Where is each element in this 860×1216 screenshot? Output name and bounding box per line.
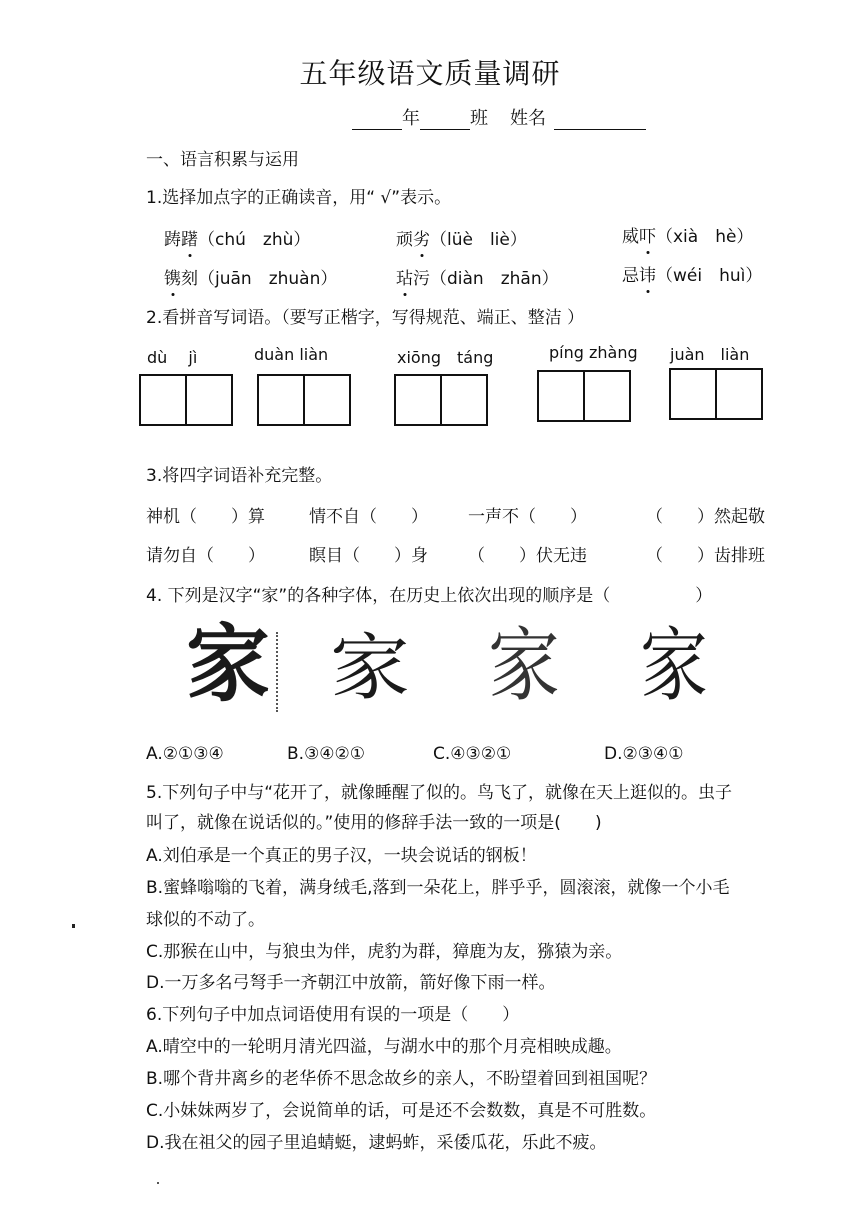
glyph-jiaguwen: 家 — [488, 619, 560, 712]
pinyin-3: xiōng táng — [397, 348, 494, 367]
glyph-lishu: 家 — [330, 625, 410, 710]
q1-stem: 1.选择加点字的正确读音，用“ √”表示。 — [146, 188, 452, 208]
pinyin-4: píng zhàng — [549, 343, 638, 362]
q1-reading: （lüè liè） — [430, 230, 527, 250]
section-heading: 一、语言积累与运用 — [146, 150, 299, 170]
name-blank[interactable] — [554, 111, 646, 130]
writing-grid-4[interactable] — [537, 370, 631, 422]
writing-grid-1[interactable] — [139, 374, 233, 426]
q2-stem: 2.看拼音写词语。（要写正楷字，写得规范、端正、整洁 ） — [146, 308, 585, 328]
q1-word: 镌刻 — [164, 269, 198, 289]
q1-word: 玷污 — [396, 269, 430, 289]
q6-option-b[interactable]: B.哪个背井离乡的老华侨不思念故乡的亲人，不盼望着回到祖国呢？ — [146, 1069, 657, 1089]
q1-reading: （wéi huì） — [656, 266, 763, 286]
writing-grid-5[interactable] — [669, 368, 763, 420]
q1-reading: （juān zhuàn） — [198, 269, 338, 289]
q5-stem-line1: 5.下列句子中与“花开了，就像睡醒了似的。鸟飞了，就像在天上逛似的。虫子 — [146, 783, 733, 803]
scan-speck — [72, 924, 75, 928]
q1-reading: （diàn zhān） — [430, 269, 559, 289]
q3-idiom: （ ）齿排班 — [646, 546, 765, 566]
q5-option-d[interactable]: D.一万多名弓弩手一齐朝江中放箭，箭好像下雨一样。 — [146, 973, 556, 993]
q5-option-b[interactable]: B.蜜蜂嗡嗡的飞着，满身绒毛,落到一朵花上，胖乎乎，圆滚滚，就像一个小毛 — [146, 878, 730, 898]
divider — [276, 632, 278, 712]
q1-item-3 — [622, 222, 753, 247]
q1-item-2 — [396, 225, 527, 250]
q1-word: 忌讳 — [622, 266, 656, 286]
glyph-xiaozhuan: 家 — [640, 619, 708, 712]
q1-word: 顽劣 — [396, 230, 430, 250]
q3-idiom: （ ）伏无违 — [468, 546, 587, 566]
pinyin-1: dù jì — [147, 348, 198, 367]
class-blank[interactable] — [420, 111, 470, 130]
grade-blank[interactable] — [352, 111, 402, 130]
q1-item-1 — [164, 225, 310, 250]
writing-grid-2[interactable] — [257, 374, 351, 426]
q3-idiom: 请勿自（ ） — [146, 546, 265, 566]
q3-idiom: 瞑目（ ）身 — [309, 546, 428, 566]
glyph-kaishu: 家 — [186, 614, 271, 713]
q1-reading: （chú zhù） — [198, 230, 311, 250]
q6-option-a[interactable]: A.晴空中的一轮明月清光四溢，与湖水中的那个月亮相映成趣。 — [146, 1037, 622, 1057]
q1-item-6 — [622, 261, 762, 286]
writing-grid-3[interactable] — [394, 374, 488, 426]
q1-item-4 — [164, 264, 337, 289]
q6-option-d[interactable]: D.我在祖父的园子里追蜻蜓，逮蚂蚱，采倭瓜花，乐此不疲。 — [146, 1133, 607, 1153]
q4-stem: 4. 下列是汉字“家”的各种字体，在历史上依次出现的顺序是（ ） — [146, 586, 713, 606]
q5-option-b-cont: 球似的不动了。 — [146, 910, 265, 930]
student-info-line — [352, 104, 646, 130]
page-title: 五年级语文质量调研 — [299, 57, 561, 90]
q1-item-5 — [396, 264, 559, 289]
class-label: 班 — [470, 108, 488, 129]
q4-option-d[interactable]: D.②③④① — [604, 744, 684, 764]
q4-option-c[interactable]: C.④③②① — [433, 744, 512, 764]
pinyin-5: juàn liàn — [670, 345, 750, 364]
grade-label: 年 — [402, 108, 420, 129]
q1-word: 踌躇 — [164, 230, 198, 250]
q5-stem-line2: 叫了，就像在说话似的。”使用的修辞手法一致的一项是( ) — [146, 813, 602, 833]
q4-option-b[interactable]: B.③④②① — [287, 744, 366, 764]
q6-stem: 6.下列句子中加点词语使用有误的一项是（ ） — [146, 1005, 520, 1025]
pinyin-2: duàn liàn — [254, 345, 329, 364]
q5-option-a[interactable]: A.刘伯承是一个真正的男子汉，一块会说话的钢板！ — [146, 846, 537, 866]
q3-stem: 3.将四字词语补充完整。 — [146, 466, 333, 486]
q3-idiom: （ ）然起敬 — [646, 507, 765, 527]
q3-idiom: 情不自（ ） — [309, 507, 428, 527]
q1-reading: （xià hè） — [656, 227, 754, 247]
q5-option-c[interactable]: C.那猴在山中，与狼虫为伴，虎豹为群，獐鹿为友，猕猿为亲。 — [146, 942, 623, 962]
q3-idiom: 一声不（ ） — [468, 507, 587, 527]
scan-speck — [157, 1182, 159, 1184]
q1-word: 威吓 — [622, 227, 656, 247]
name-label: 姓名 — [510, 108, 546, 129]
q6-option-c[interactable]: C.小妹妹两岁了，会说简单的话，可是还不会数数，真是不可胜数。 — [146, 1101, 657, 1121]
q4-option-a[interactable]: A.②①③④ — [146, 744, 224, 764]
q3-idiom: 神机（ ）算 — [146, 507, 265, 527]
